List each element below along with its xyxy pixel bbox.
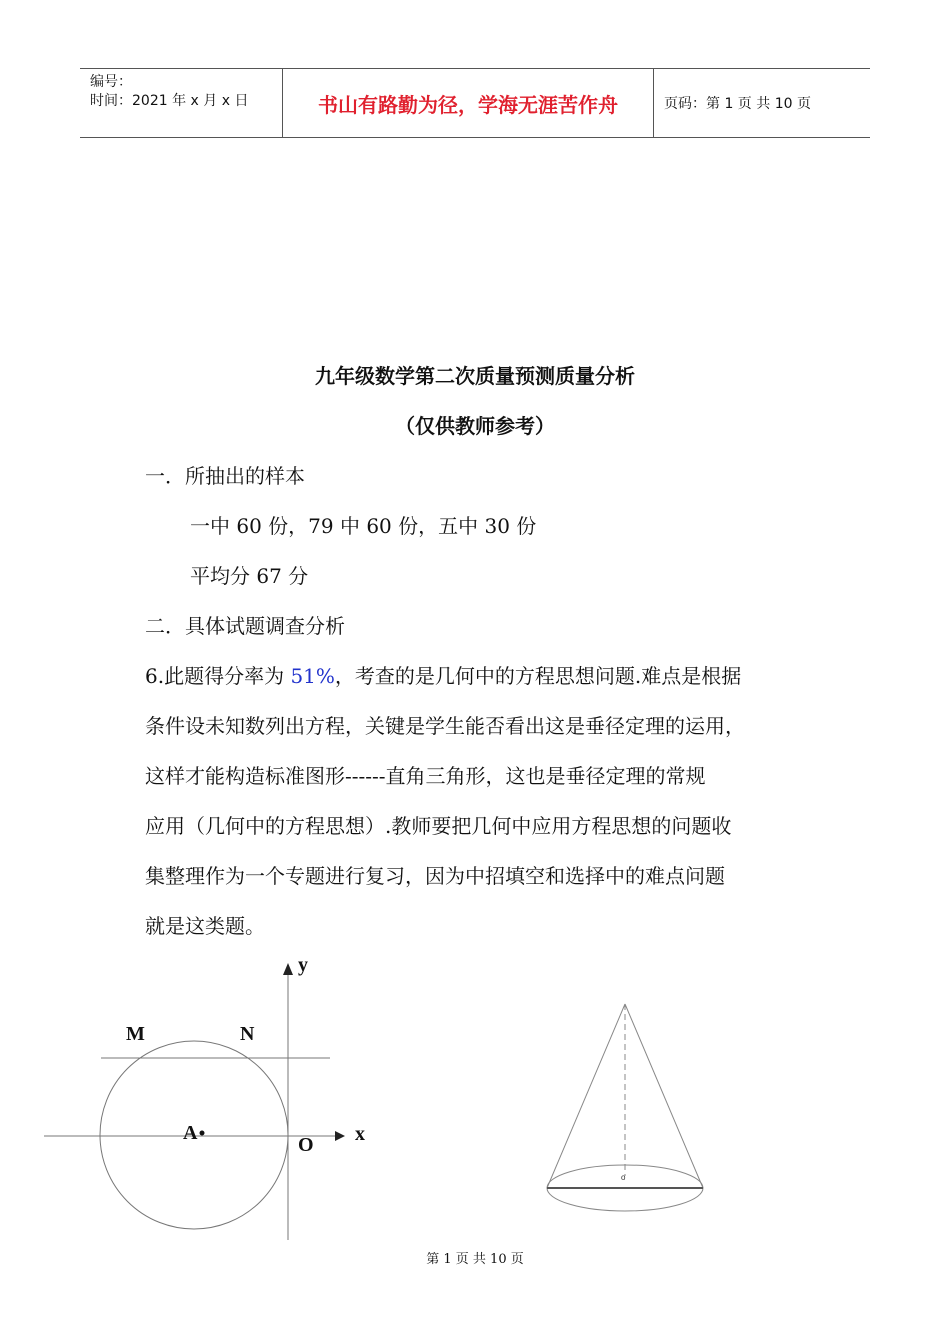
- section1-line2: 平均分 67 分: [190, 564, 309, 588]
- cone-center-label: o: [621, 1173, 626, 1182]
- q6-line3: 这样才能构造标准图形------直角三角形，这也是垂径定理的常规: [145, 764, 706, 788]
- q6-score-rate: 51%: [290, 664, 335, 688]
- label-y: y: [298, 954, 308, 976]
- section1-heading: 一．所抽出的样本: [145, 464, 305, 488]
- q6-prefix: 6.此题得分率为: [145, 664, 291, 688]
- document-title: 九年级数学第二次质量预测质量分析: [315, 364, 635, 388]
- y-axis-arrow-icon: [283, 963, 293, 975]
- figure-circle-axes: [44, 975, 335, 1240]
- label-n: N: [240, 1023, 255, 1045]
- section2-heading: 二．具体试题调查分析: [145, 614, 345, 638]
- q6-line2: 条件设未知数列出方程，关键是学生能否看出这是垂径定理的运用，: [145, 714, 745, 738]
- motto-text: 书山有路勤为径，学海无涯苦作舟: [318, 92, 618, 117]
- q6-line6: 就是这类题。: [145, 914, 265, 938]
- label-o: O: [298, 1134, 314, 1156]
- time-label: 时间：2021 年 x 月 x 日: [90, 93, 249, 109]
- q6-line5: 集整理作为一个专题进行复习，因为中招填空和选择中的难点问题: [145, 864, 725, 888]
- cone-right-edge: [625, 1004, 703, 1188]
- label-a: A: [183, 1122, 198, 1144]
- label-m: M: [126, 1023, 145, 1045]
- q6-line4: 应用（几何中的方程思想）.教师要把几何中应用方程思想的问题收: [145, 814, 732, 838]
- section1-line1: 一中 60 份，79 中 60 份，五中 30 份: [190, 514, 537, 538]
- footer-page-number: 第 1 页 共 10 页: [426, 1252, 524, 1267]
- cone-left-edge: [547, 1004, 625, 1188]
- point-a-dot: [200, 1131, 205, 1136]
- label-x: x: [355, 1123, 365, 1145]
- number-label: 编号：: [90, 74, 132, 90]
- x-axis-arrow-icon: [335, 1131, 345, 1141]
- document-subtitle: （仅供教师参考）: [395, 414, 555, 438]
- q6-rest: ，考查的是几何中的方程思想问题.难点是根据: [334, 664, 742, 688]
- page-info-text: 页码：第 1 页 共 10 页: [664, 96, 811, 112]
